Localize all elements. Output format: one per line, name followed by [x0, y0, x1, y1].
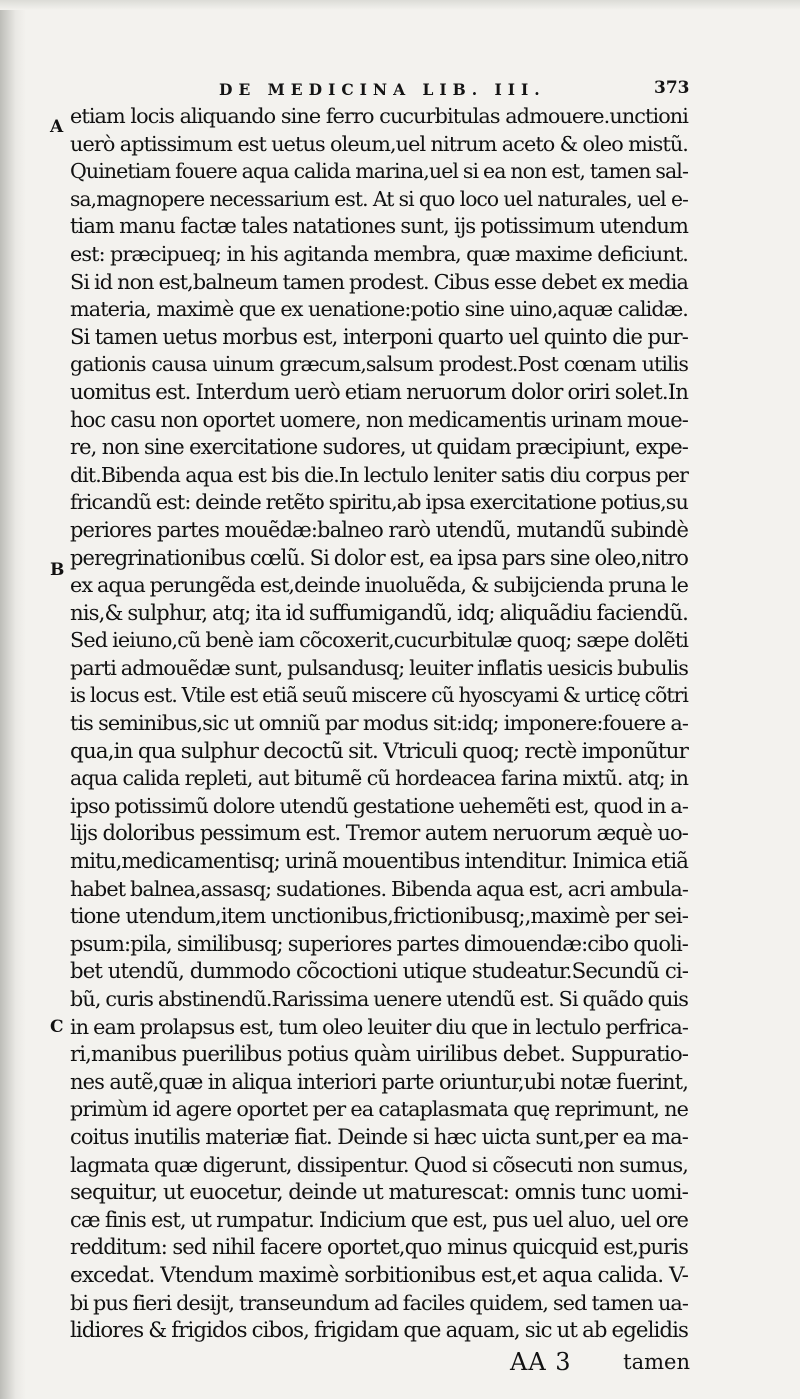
text-line: coitus inutilis materiæ fiat. Deinde si hæc uicta sunt,per ea ma-	[70, 1124, 688, 1149]
page-top-edge	[0, 0, 800, 10]
text-line: ri,manibus puerilibus potius quàm uirilibus debet. Suppuratio-	[70, 1042, 688, 1068]
gutter-shadow	[0, 0, 26, 1399]
text-line: tis seminibus,sic ut omniũ par modus sit:idq; imponere:fouere a-	[70, 711, 688, 736]
text-line: nis,& sulphur, atq; ita id suffumigandũ, idq; aliquãdiu faciendũ.	[70, 600, 688, 626]
text-line: est: præcipueq; in his agitanda membra, quæ maxime deficiunt.	[70, 241, 688, 266]
text-line: in eam prolapsus est, tum oleo leuiter diu que in lectulo perfrica-	[70, 1014, 688, 1039]
text-line: Si tamen uetus morbus est, interponi quarto uel quinto die pur-	[70, 324, 688, 349]
text-line: tione utendum,item unctionibus,frictionibusq;,maximè per sei-	[70, 904, 688, 930]
text-line: redditum: sed nihil facere oportet,quo minus quicquid est,puris	[70, 1235, 688, 1260]
text-line: materia, maximè que ex uenatione:potio sine uino,aquæ calidæ.	[70, 297, 688, 322]
text-line: bet utendũ, dummodo cõcoctioni utique studeatur.Secundũ ci-	[70, 959, 688, 985]
text-line: periores partes mouẽdæ:balneo rarò utendũ, mutandũ subindè	[70, 517, 688, 542]
text-line: sa,magnopere necessarium est. At si quo loco uel naturales, uel e-	[70, 186, 688, 211]
text-line: habet balnea,assasq; sudationes. Bibenda aqua est, acri ambula-	[70, 876, 688, 901]
margin-marker-c: C	[50, 1017, 64, 1037]
text-line: gationis causa uinum græcum,salsum prodest.Post cœnam utilis	[70, 352, 688, 377]
page-footer	[510, 1348, 690, 1380]
text-line: primùm id agere oportet per ea cataplasmata quę reprimunt, ne	[70, 1097, 688, 1122]
text-line: excedat. Vtendum maximè sorbitionibus est,et aqua calida. V-	[70, 1262, 688, 1288]
text-line: qua,in qua sulphur decoctũ sit. Vtriculi quoq; rectè imponũtur	[70, 738, 688, 764]
text-line: sequitur, ut euocetur, deinde ut maturescat: omnis tunc uomi-	[70, 1180, 688, 1206]
text-line: etiam locis aliquando sine ferro cucurbitulas admouere.unctioni	[70, 104, 688, 128]
body-text	[70, 103, 688, 1345]
text-line: peregrinationibus cœlũ. Si dolor est, ea ipsa pars sine oleo,nitro	[70, 545, 688, 570]
margin-marker-a: A	[50, 117, 64, 137]
running-head: DE MEDICINA LIB. III.	[219, 80, 546, 99]
text-line: uerò aptissimum est uetus oleum,uel nitrum aceto & oleo mistũ.	[70, 131, 688, 156]
text-line: re, non sine exercitatione sudores, ut quidam præcipiunt, expe-	[70, 435, 688, 460]
signature-mark: AA 3	[510, 1348, 572, 1376]
text-line: dit.Bibenda aqua est bis die.In lectulo leniter satis diu corpus per	[70, 462, 688, 487]
text-line: nes autẽ,quæ in aliqua interiori parte oriuntur,ubi notæ fuerint,	[70, 1069, 688, 1094]
text-line: is locus est. Vtile est etiã seuũ miscere cũ hyoscyami & urticę cõtri	[70, 683, 688, 708]
text-line: fricandũ est: deinde retẽto spiritu,ab ipsa exercitatione potius,su	[70, 490, 688, 515]
text-line: Si id non est,balneum tamen prodest. Cibus esse debet ex media	[70, 269, 688, 294]
catchword: tamen	[623, 1350, 690, 1374]
text-line: uomitus est. Interdum uerò etiam neruorum dolor oriri solet.In	[70, 379, 688, 405]
text-line: Quinetiam fouere aqua calida marina,uel si ea non est, tamen sal-	[70, 159, 688, 184]
text-line: Sed ieiuno,cũ benè iam cõcoxerit,cucurbitulæ quoq; sæpe dolẽti	[70, 628, 688, 653]
text-line: parti admouẽdæ sunt, pulsandusq; leuiter inflatis uesicis bubulis	[70, 655, 688, 680]
text-line: aqua calida repleti, aut bitumẽ cũ hordeacea farina mixtũ. atq; in	[70, 766, 688, 791]
text-line: mitu,medicamentisq; urinã mouentibus intenditur. Inimica etiã	[70, 849, 688, 875]
page-number: 373	[654, 78, 690, 98]
margin-marker-b: B	[50, 560, 65, 580]
text-line: cæ finis est, ut rumpatur. Indicium que est, pus uel aluo, uel ore	[70, 1207, 688, 1232]
text-line: bũ, curis abstinendũ.Rarissima uenere utendũ est. Si quãdo quis	[70, 987, 688, 1011]
text-line: ex aqua perungẽda est,deinde inuoluẽda, & subijcienda pruna le	[70, 573, 688, 598]
text-line: tiam manu factæ tales natationes sunt, ijs potissimum utendum	[70, 214, 688, 239]
text-line: ipso potissimũ dolore utendũ gestatione uehemẽti est, quod in a-	[70, 793, 688, 818]
text-line: bi pus fieri desijt, transeundum ad faciles quidem, sed tamen ua-	[70, 1290, 688, 1315]
text-line: lijs doloribus pessimum est. Tremor autem neruorum æquè uo-	[70, 821, 688, 846]
text-line: lagmata quæ digerunt, dissipentur. Quod si cõsecuti non sumus,	[70, 1152, 688, 1177]
text-line: lidiores & frigidos cibos, frigidam que aquam, sic ut ab egelidis	[70, 1318, 688, 1344]
text-line: psum:pila, similibusq; superiores partes dimouendæ:cibo quoli-	[70, 931, 688, 956]
text-line: hoc casu non oportet uomere, non medicamentis urinam moue-	[70, 407, 688, 432]
